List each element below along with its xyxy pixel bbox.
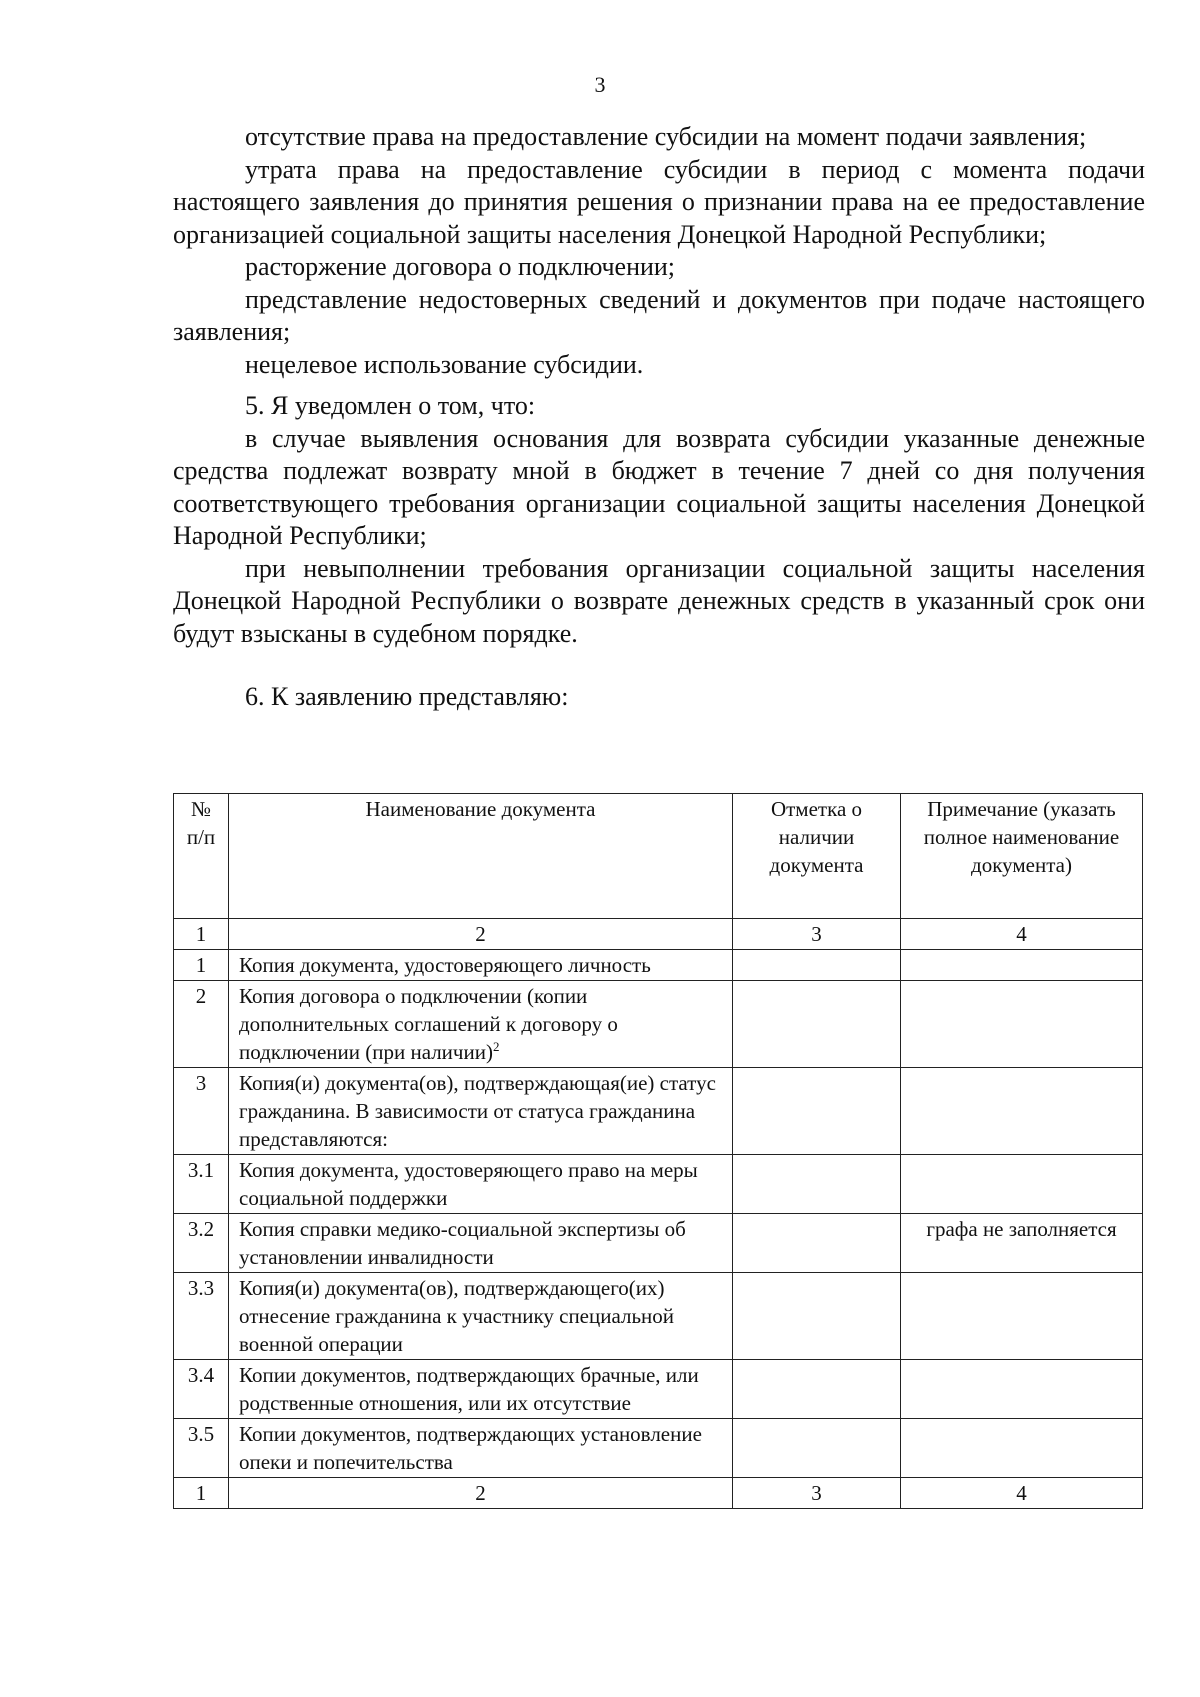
table-row (174, 1214, 1143, 1273)
document-name: Копия(и) документа(ов), подтверждающая(ие) статус гражданина. В зависимости от статуса гражданина представляются: (229, 1068, 733, 1155)
note-cell[interactable] (901, 1419, 1143, 1478)
paragraph-misuse: нецелевое использование субсидии. (245, 349, 644, 379)
note-cell[interactable] (901, 981, 1143, 1068)
table-header-row (174, 794, 1143, 919)
column-number: 1 (174, 919, 229, 950)
paragraph-court-recovery: при невыполнении требования организации социальной защиты населения Донецкой Народной Республики о возврате денежных средств в указанный срок они будут взысканы в судебном порядке. (173, 553, 1145, 648)
table-row (174, 1419, 1143, 1478)
column-number: 3 (733, 919, 901, 950)
row-number: 3 (174, 1068, 229, 1155)
paragraph-loss-of-right: утрата права на предоставление субсидии в период с момента подачи настоящего заявления до принятия решения о признании права на ее предоставление организацией социальной защиты населения Донецкой Народной Республики; (173, 154, 1145, 249)
document-name: Копии документов, подтверждающих установление опеки и попечительства (229, 1419, 733, 1478)
document-name: Копия документа, удостоверяющего право на меры социальной поддержки (229, 1155, 733, 1214)
table-row (174, 1360, 1143, 1419)
footnote-mark: 2 (492, 1039, 500, 1054)
note-cell[interactable] (901, 1360, 1143, 1419)
availability-mark-cell[interactable] (733, 1273, 901, 1360)
document-name: Копия(и) документа(ов), подтверждающего(их) отнесение гражданина к участнику специальной военной операции (229, 1273, 733, 1360)
column-number: 4 (901, 919, 1143, 950)
note-cell[interactable] (901, 950, 1143, 981)
availability-mark-cell[interactable] (733, 1214, 901, 1273)
table-row (174, 950, 1143, 981)
document-name: Копия документа, удостоверяющего личность (229, 950, 733, 981)
footer-number-row (174, 1478, 1143, 1509)
table-row (174, 981, 1143, 1068)
column-number: 2 (229, 1478, 733, 1509)
documents-table (173, 793, 1143, 1509)
section-5-heading: 5. Я уведомлен о том, что: (245, 391, 536, 420)
paragraph-false-information: представление недостоверных сведений и документов при подаче настоящего заявления; (173, 284, 1145, 346)
availability-mark-cell[interactable] (733, 1419, 901, 1478)
document-name-cell (229, 981, 733, 1068)
availability-mark-cell[interactable] (733, 1155, 901, 1214)
row-number: 3.3 (174, 1273, 229, 1360)
header-note: Примечание (указать полное наименование документа) (901, 794, 1143, 919)
column-number: 1 (174, 1478, 229, 1509)
row-number: 1 (174, 950, 229, 981)
section-6-heading: 6. К заявлению представляю: (245, 682, 569, 711)
paragraph-contract-termination: расторжение договора о подключении; (245, 252, 676, 281)
note-cell[interactable] (901, 1273, 1143, 1360)
document-name: Копия договора о подключении (копии дополнительных соглашений к договору о подключении (при наличии) (239, 984, 618, 1064)
note-cell: графа не заполняется (901, 1214, 1143, 1273)
availability-mark-cell[interactable] (733, 950, 901, 981)
note-cell[interactable] (901, 1068, 1143, 1155)
document-name: Копии документов, подтверждающих брачные, или родственные отношения, или их отсутствие (229, 1360, 733, 1419)
row-number: 2 (174, 981, 229, 1068)
table-row (174, 1273, 1143, 1360)
availability-mark-cell[interactable] (733, 1068, 901, 1155)
paragraph-no-right: отсутствие права на предоставление субсидии на момент подачи заявления; (245, 122, 1087, 151)
availability-mark-cell[interactable] (733, 981, 901, 1068)
availability-mark-cell[interactable] (733, 1360, 901, 1419)
column-number: 2 (229, 919, 733, 950)
column-number-row (174, 919, 1143, 950)
document-body (173, 121, 1145, 714)
header-number: № п/п (174, 794, 229, 919)
column-number: 3 (733, 1478, 901, 1509)
row-number: 3.1 (174, 1155, 229, 1214)
note-cell[interactable] (901, 1155, 1143, 1214)
row-number: 3.5 (174, 1419, 229, 1478)
header-document-name: Наименование документа (229, 794, 733, 919)
column-number: 4 (901, 1478, 1143, 1509)
row-number: 3.2 (174, 1214, 229, 1273)
page-number: 3 (594, 72, 606, 97)
row-number: 3.4 (174, 1360, 229, 1419)
table-row (174, 1155, 1143, 1214)
header-availability-mark: Отметка о наличии документа (733, 794, 901, 919)
document-name: Копия справки медико-социальной экспертизы об установлении инвалидности (229, 1214, 733, 1273)
paragraph-refund-obligation: в случае выявления основания для возврата субсидии указанные денежные средства подлежат возврату мной в бюджет в течение 7 дней со дня получения соответствующего требования организации социальной защиты населения Донецкой Народной Республики; (173, 423, 1145, 550)
table-row (174, 1068, 1143, 1155)
